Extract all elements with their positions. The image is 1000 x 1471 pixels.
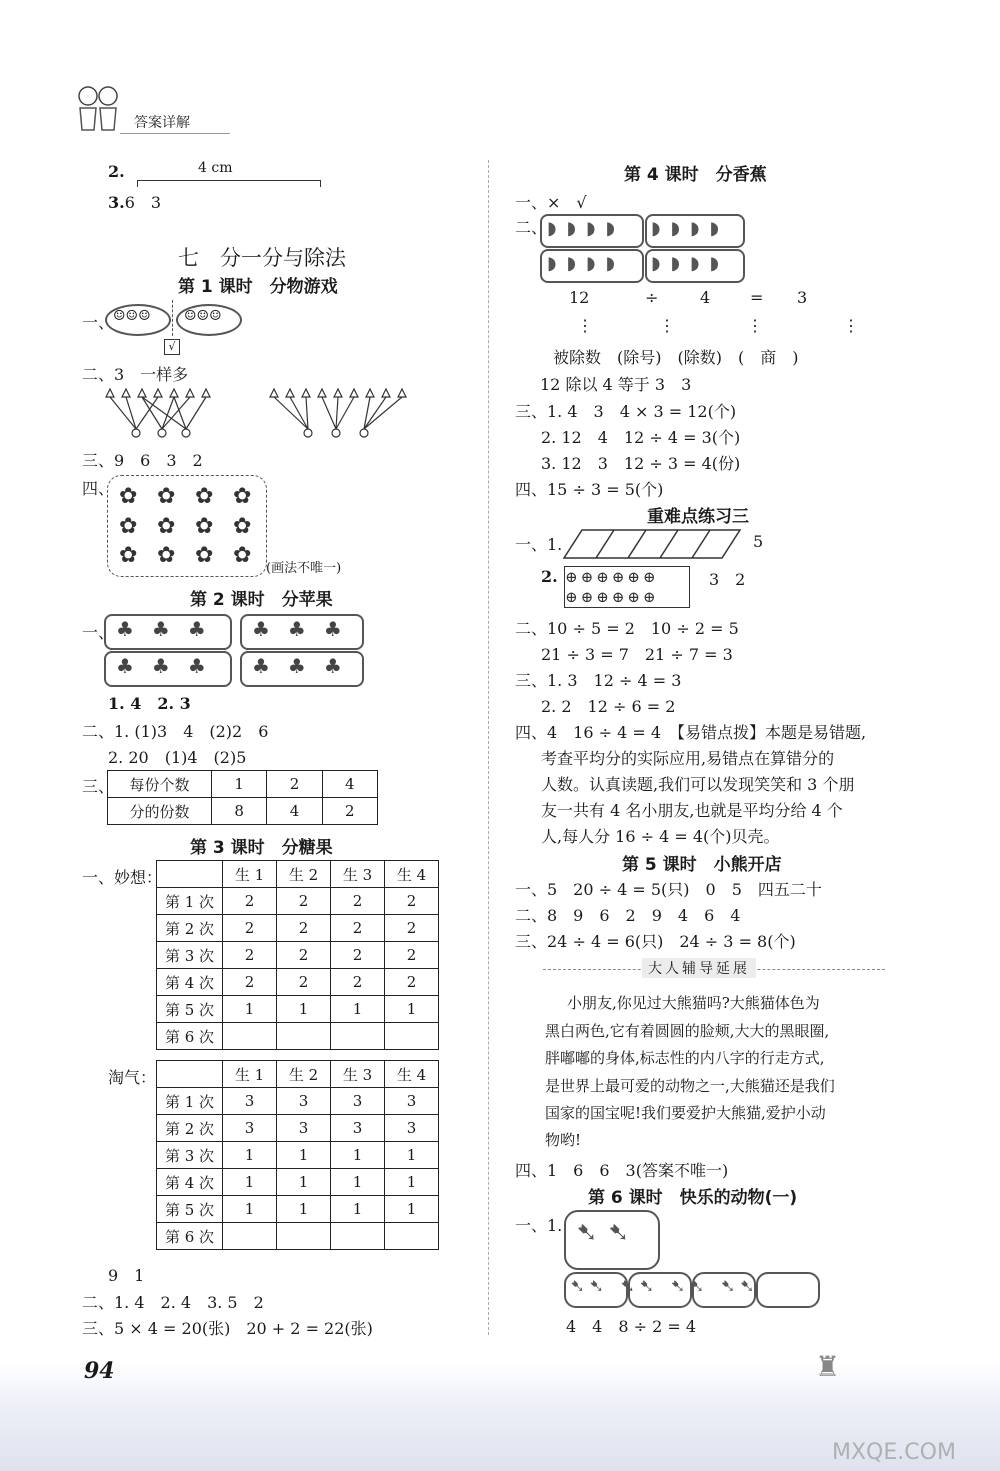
p-si-line5: 人,每人分 16 ÷ 4 = 4(个)贝壳。 — [541, 827, 780, 846]
p-yi-2: 2. — [541, 567, 558, 586]
l2-san-label: 三、 — [82, 777, 115, 796]
p-san-b: 2. 2 12 ÷ 6 = 2 — [541, 697, 676, 716]
l5-yi: 一、5 20 ÷ 4 = 5(只) 0 5 四五二十 — [515, 880, 822, 899]
group-left-items: ☺☺☺ — [113, 308, 151, 324]
l2-ans-1-2: 1. 4 2. 3 — [108, 694, 191, 713]
unit-title: 七 分一分与除法 — [178, 246, 346, 270]
p-si-line1: 四、4 16 ÷ 4 = 4 【易错点拨】本题是易错题, — [515, 723, 867, 742]
circle-grid: ⊕⊕⊕⊕⊕⊕ ⊕⊕⊕⊕⊕⊕ — [564, 566, 690, 608]
practice-title: 重难点练习三 — [647, 507, 749, 527]
l4-si: 四、15 ÷ 3 = 5(个) — [515, 480, 664, 499]
watermark-text: MXQE.COM — [832, 1440, 956, 1465]
l1-san: 三、9 6 3 2 — [82, 451, 203, 470]
l1-er: 二、3 一样多 — [82, 365, 189, 384]
flower-icon: ✿ — [195, 543, 214, 568]
l4-san-2: 2. 12 4 12 ÷ 4 = 3(个) — [541, 428, 741, 447]
extension-line5: 国家的国宝呢!我们要爱护大熊猫,爱护小动 — [545, 1104, 826, 1122]
eq-read: 12 除以 4 等于 3 3 — [540, 375, 692, 394]
extension-line1: 小朋友,你见过大熊猫吗?大熊猫体色为 — [567, 994, 820, 1012]
p-si-line3: 人数。认真读题,我们可以发现笑笑和 3 个朋 — [541, 775, 855, 794]
group-right-items: ☺☺☺ — [184, 308, 222, 324]
flower-icon: ✿ — [195, 514, 214, 539]
page-number: 94 — [84, 1358, 115, 1384]
lesson6-title: 第 6 课时 快乐的动物(一) — [588, 1188, 798, 1208]
flower-icon: ✿ — [233, 484, 252, 509]
l4-yi: 一、× √ — [515, 193, 587, 212]
p-yi-1: 一、1. — [515, 535, 563, 554]
tao-table: 生 1 生 2 生 3 生 4 第 1 次 3 3 3 3 第 2 次 3 3 3 3 第 3 次 1 1 1 1 第 4 次 1 1 1 1 第 5 次 1 1 1 1 第 6 次 — [156, 1060, 439, 1250]
header-mascot-icon — [70, 82, 126, 134]
carrot-icons: ➷➷ — [576, 1218, 640, 1248]
flower-icon: ✿ — [157, 514, 176, 539]
l2-er-a: 二、1. (1)3 4 (2)2 6 — [82, 722, 269, 741]
apple-icons: ♣♣♣ — [116, 617, 224, 641]
lesson2-title: 第 2 课时 分苹果 — [190, 590, 333, 610]
matching-diagram-right — [268, 385, 408, 440]
divider-dashed — [172, 300, 173, 336]
p-si-line2: 考查平均分的实际应用,易错点在算错分的 — [541, 749, 835, 768]
l2-measure: 4 cm — [198, 160, 233, 176]
l4-er-label: 二、 — [515, 218, 548, 237]
flower-icon: ✿ — [119, 543, 138, 568]
flower-icon: ✿ — [157, 484, 176, 509]
l5-si: 四、1 6 6 3(答案不唯一) — [515, 1161, 729, 1180]
lesson5-title: 第 5 课时 小熊开店 — [622, 855, 782, 875]
l1-si-label: 四、 — [82, 479, 115, 498]
p-er-b: 21 ÷ 3 = 7 21 ÷ 7 = 3 — [541, 645, 733, 664]
check-box: √ — [164, 339, 180, 355]
l3-nine-one: 9 1 — [108, 1266, 145, 1285]
l2-number: 2. — [108, 162, 125, 181]
l6-ans: 4 4 8 ÷ 2 = 4 — [566, 1317, 697, 1336]
lesson4-title: 第 4 课时 分香蕉 — [624, 165, 767, 185]
banana-icons: ◗◗◗◗ — [547, 253, 625, 274]
banana-icons: ◗◗◗◗ — [547, 218, 625, 239]
l2-yi-label: 一、 — [82, 623, 115, 642]
castle-icon: ♜ — [815, 1350, 841, 1383]
l5-er: 二、8 9 6 2 9 4 6 4 — [515, 906, 741, 925]
tao-label: 淘气： — [108, 1068, 157, 1087]
flower-icon: ✿ — [233, 514, 252, 539]
l3-answer: 3.6 3 — [108, 193, 162, 212]
l4-san-3: 3. 12 3 12 ÷ 3 = 4(份) — [541, 454, 741, 473]
lesson1-title: 第 1 课时 分物游戏 — [178, 277, 338, 297]
bar-diagram — [562, 528, 742, 560]
l2-er-b: 2. 20 (1)4 (2)5 — [108, 748, 247, 767]
l1-label: 一、 — [82, 313, 115, 332]
apple-icons: ♣♣♣ — [252, 654, 360, 678]
extension-title: 大人辅导延展 — [642, 958, 756, 978]
flower-icon: ✿ — [119, 514, 138, 539]
banana-icons: ◗◗◗◗ — [651, 218, 729, 239]
extension-line6: 物哟! — [545, 1131, 582, 1149]
p-si-line4: 友一共有 4 名小朋友,也就是平均分给 4 个 — [541, 801, 843, 820]
share-table: 每份个数 1 2 4 分的份数 8 4 2 — [107, 770, 378, 825]
flower-icon: ✿ — [233, 543, 252, 568]
header-section-label: 答案详解 — [134, 115, 190, 131]
l5-san: 三、24 ÷ 4 = 6(只) 24 ÷ 3 = 8(个) — [515, 932, 796, 951]
eq-equals: = — [750, 288, 764, 307]
p-san-a: 三、1. 3 12 ÷ 4 = 3 — [515, 671, 682, 690]
eq-divisor: 4 — [700, 288, 711, 307]
p-yi-1-ans: 5 — [753, 532, 764, 551]
l6-yi: 一、1. — [515, 1216, 563, 1235]
eq-div-sign: ÷ — [645, 288, 659, 307]
header-rule — [120, 133, 230, 134]
l3-er: 二、1. 4 2. 4 3. 5 2 — [82, 1293, 264, 1312]
apple-icons: ♣♣♣ — [252, 617, 360, 641]
eq-dots: ⋮ ⋮ ⋮ ⋮ — [577, 316, 859, 335]
flower-icon: ✿ — [119, 484, 138, 509]
apple-icons: ♣♣♣ — [116, 654, 224, 678]
banana-icons: ◗◗◗◗ — [651, 253, 729, 274]
eq-quotient: 3 — [797, 288, 808, 307]
carrot-icons: ➷➷ ➷➷ ➷➷ ➷➷ — [570, 1276, 759, 1297]
eq-terms: 被除数 (除号) (除数) ( 商 ) — [553, 348, 799, 367]
carrot-box — [756, 1272, 820, 1308]
flower-icon: ✿ — [195, 484, 214, 509]
flower-icon: ✿ — [157, 543, 176, 568]
l2-segment — [137, 180, 321, 187]
eq-dividend: 12 — [569, 288, 590, 307]
miao-label: 一、妙想： — [82, 868, 163, 887]
extension-line3: 胖嘟嘟的身体,标志性的内八字的行走方式, — [545, 1049, 825, 1067]
miao-table: 生 1 生 2 生 3 生 4 第 1 次 2 2 2 2 第 2 次 2 2 2 2 第 3 次 2 2 2 2 第 4 次 2 2 2 2 第 5 次 1 1 1 1 第 6 次 — [156, 860, 439, 1050]
extension-line4: 是世界上最可爱的动物之一,大熊猫还是我们 — [545, 1077, 835, 1095]
l4-san-1: 三、1. 4 3 4 × 3 = 12(个) — [515, 402, 737, 421]
extension-line2: 黑白两色,它有着圆圆的脸颊,大大的黑眼圈, — [545, 1022, 830, 1040]
l3-san: 三、5 × 4 = 20(张) 20 + 2 = 22(张) — [82, 1319, 373, 1338]
lesson3-title: 第 3 课时 分糖果 — [190, 838, 333, 858]
draw-note: (画法不唯一) — [266, 561, 342, 576]
p-yi-2-ans: 3 2 — [709, 570, 746, 589]
matching-diagram-left — [104, 385, 214, 440]
column-divider — [488, 160, 489, 1335]
p-er-a: 二、10 ÷ 5 = 2 10 ÷ 2 = 5 — [515, 619, 739, 638]
